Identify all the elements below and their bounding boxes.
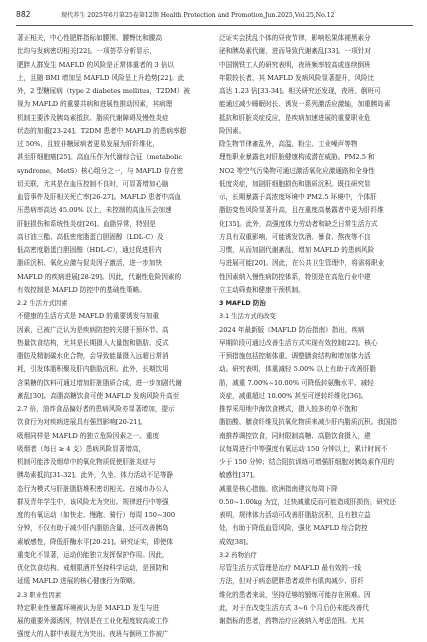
text-line: 机制主要涉及胰岛素抵抗、脂质代谢障碍及慢性炎症	[17, 113, 169, 122]
text-line: 推荐采用地中海饮食模式，摄入较多的单不饱和	[219, 405, 358, 413]
text-line: 方法，但对于病态肥胖患者或伴有肌肉减少、肝纤	[219, 577, 365, 586]
text-line: 展的重要外源诱因，特别是在工业化程度较高或工作	[17, 617, 169, 625]
text-line: NO2 等空气污染物可通过激活氧化应激通路和全身性	[219, 166, 375, 175]
text-line: 泌和胰岛素代谢，进而导致代谢紊乱[33]。一项针对	[219, 47, 372, 56]
text-line: 机制可能涉及烟草中的氧化物质促使肝脏炎症与	[17, 458, 156, 466]
text-line: 脂肪酸、膳食纤维及抗氧化物质来减少肝内脂质沉积。我国指	[219, 418, 398, 427]
section-heading: 2.3 职业性因素	[17, 590, 62, 599]
text-line: 能通过减少睡眠时长、诱发一系列激活应激轴，加重胰岛素	[219, 100, 391, 109]
section-heading: 2.2 生活方式因素	[17, 299, 68, 307]
text-line: 强度大的人群中表现尤为突出。夜班与倒班工作被广	[17, 630, 169, 639]
text-line: 肥胖人群发生 MAFLD 的风险是正常体重者的 3 倍以	[17, 60, 175, 69]
text-line: 立主动筛查和健康干预机制。	[219, 285, 305, 294]
text-line: 态行为模式与肝脏脂肪堆积密切相关。在城市办公人	[17, 484, 169, 493]
text-line: 性因素纳入慢性病防控体系，特别是在高危行业中建	[219, 272, 371, 281]
right-column	[219, 32, 411, 628]
text-line: 维化的患者来说，坚持足够的锻炼可能存在困难。因	[219, 590, 371, 599]
text-line: 度的有氧运动（如快走、慢跑、骑行）每周 150~300	[17, 511, 176, 519]
text-line: 紊乱[30]。高脂高糖饮食可使 MAFLD 发病风险升高至	[17, 391, 180, 400]
text-line: 动。研究表明，体重减轻 5.00% 以上有助于改善肝脂	[219, 365, 377, 374]
text-line: 分钟，不仅有助于减少肝内脂肪含量，还可改善胰岛	[17, 524, 169, 533]
text-line: 示，长期暴露于高浓度环境中 PM2.5 环境中，个体肝	[219, 193, 377, 201]
text-line: 低度炎症，加剧肝细胞损伤和脂质沉积。既往研究显	[219, 179, 371, 188]
text-line: 脂肪及精制碳水化合物，会导致能量摄入远超日常消	[17, 352, 169, 360]
text-line: 血管事件及肝相关死亡率[26-27]。MAFLD 患者中高血	[17, 193, 182, 201]
text-line: 干预措施包括控制体重、调整膳食结构和增加体力活	[219, 352, 371, 360]
text-line: 肝脏损伤和系统性炎症[26]。血脂异常，特别是	[17, 219, 156, 228]
text-line: 饮食行为对疾病进展具有强烈影响[20-21]。	[17, 418, 147, 427]
text-line: 炎症，减重超过 10.00% 甚至可逆转纤维化[36]。	[219, 391, 368, 400]
text-line: 优化饮食结构、戒烟限酒并坚持科学运动，是预防和	[17, 564, 169, 572]
text-line: 除生物节律紊乱外，高温、粉尘、工业噪声等物	[219, 140, 358, 148]
text-line: 敏感性[37]。	[219, 471, 259, 480]
text-line: 化[35]。此外，高强度体力劳动者和缺乏日常生活方式	[219, 219, 378, 228]
text-line: 有效控制是 MAFLD 防控中的基础性策略。	[17, 285, 146, 294]
section-heading: 3 MAFLD 防治	[219, 299, 266, 307]
text-line: 高达 1.23 倍[33-34]。相关研究还发现，夜班、倒班可	[219, 87, 381, 95]
text-line: MAFLD 的疾病进展[28-29]。因此，代谢性危险因素的	[17, 272, 182, 281]
text-line: 压患病率高达 45.00% 以上，未控制的高血压会加速	[17, 206, 172, 215]
text-line: 视为 MAFLD 的重要共病和进展性推动因素，其病理	[17, 100, 173, 109]
text-line: 状态的加重[23-24]。T2DM 患者中 MAFLD 的患病率超	[17, 126, 187, 135]
left-column	[17, 32, 209, 642]
text-line: 0.50~1.00kg 为宜，过快减重反而可能造成肝损伤，研究还	[219, 497, 397, 506]
text-line: 南推荐调控饮食，同时限制高糖、高脂饮食摄入，建	[219, 431, 371, 440]
text-line: 延缓 MAFLD 进展的核心健康行为策略。	[17, 577, 140, 586]
text-line: 含果糖的饮料可通过增加肝脏脂质合成，进一步加剧代谢	[17, 378, 182, 387]
text-line: 比均与发病密切相关[22]。一项荟萃分析显示，	[17, 47, 156, 56]
text-line: 处，有助于降低血管风险，强化 MAFLD 综合防控	[219, 524, 368, 533]
text-line: 耗，引发体脂积聚及肝内脂肪沉积。此外，长期饮用	[17, 365, 169, 374]
text-line: 尽管生活方式管理是治疗 MAFLD 最有效的一线	[219, 564, 362, 572]
text-line: 议每周进行中等强度有氧运动 150 分钟以上，累计时间不	[219, 444, 388, 453]
text-line: 肪，减重 7.00%~10.00% 可降低转氨酶水平、减轻	[219, 378, 374, 387]
text-line: 低高密度脂蛋白胆固醇（HDL-C），通过促进肝内	[17, 246, 162, 254]
text-line: 理性职业暴露也对肝脏健康构成潜在威胁。PM2.5 和	[219, 153, 375, 162]
text-line: 中国钢铁工人的研究表明，夜班频率较高或连续倒班	[219, 60, 371, 69]
running-header	[16, 7, 413, 26]
text-line: 因素，已被广泛认为是疾病防控的关键干预环节。高	[17, 325, 169, 334]
text-line: 脂质沉积、氧化应激与促炎因子激活，进一步加快	[17, 259, 163, 268]
text-line: 抵抗和肝脏炎症反应，是疾病加速进展的重要职业危	[219, 113, 371, 122]
journal-info: 现代养生 2025年6月第25卷第12期 Health Protection and Promotion,Jun.2025,Vol.25,No.12	[61, 12, 335, 19]
text-line: 外，2 型糖尿病（type 2 diabetes mellitus，T2DM）被	[17, 87, 190, 95]
section-heading: 3.1 生活方式的改变	[219, 312, 276, 321]
text-line: 著正相关，中心性肥胖指标如腰围、腰臀比和腰高	[17, 34, 163, 42]
text-line: 此，对于在改变生活方式 3~6 个月后仍未能改善代	[219, 603, 369, 612]
text-line: 特定职业性暴露环境被认为是 MAFLD 发生与进	[17, 603, 160, 612]
text-line: 过 50%，且较非糖尿病者更易发展为肝纤维化，	[17, 140, 160, 148]
text-line: 险因素。	[219, 126, 246, 135]
text-line: 谢指标的患者，药物治疗应被纳入考虑范围。尤其	[219, 617, 365, 625]
text-line: 与进展可能[20]。因此，在公共卫生管理中，将需将职业	[219, 259, 385, 268]
text-line: 习惯，从而加剧代谢紊乱，增加 MAFLD 的患病风险	[219, 246, 375, 254]
text-line: 表明，规律体力活动可改善肝脂肪沉积，且有独立益	[219, 511, 371, 519]
page-number: 882	[16, 10, 31, 19]
text-line: 素敏感性，降低肝酶水平[20-21]。研究证实，即使体	[17, 537, 174, 546]
text-line: 胰岛素抵抗[31-32]。此外，久坐、体力活动不足等静	[17, 471, 174, 480]
text-line: 方具有双重影响，可能诱发饮酒、暴食、熬夜等不良	[219, 232, 371, 241]
text-line: 年限较长者，其 MAFLD 发病风险显著提升，风险比	[219, 73, 375, 82]
text-line: 早期阶段可通过改善生活方式实现有效控制[22]。核心	[219, 338, 378, 347]
section-heading: 3.2 药物治疗	[219, 550, 257, 559]
text-line: 成效[38]。	[219, 537, 253, 546]
text-line: 2.7 倍，油炸食品偏好者的患病风险亦显著增加，提示	[17, 405, 175, 413]
text-line: 切关联，尤其是在血压控制不良时，可显著增加心脑	[17, 179, 169, 188]
text-line: 2024 年最新版《MAFLD 防治指南》指出，疾病	[219, 325, 365, 334]
text-line: 泛证实会扰乱个体的昼夜节律，影响松果体褪黑素分	[219, 34, 371, 42]
text-line: 甚至肝细胞癌[25]。高血压作为代谢综合征（metabolic	[17, 153, 183, 162]
text-line: 吸烟者（每日 ≥ 4 支）患病风险显著增高，	[17, 444, 146, 453]
text-line: 减重是核心措施。欧洲指南建议每周下降	[219, 484, 338, 493]
text-line: 脂肪变性风险显著升高，且在重度高暴露者中更为肝纤维	[219, 206, 384, 215]
text-line: 群及青年学生中，该风险尤为突出。规律进行中等强	[17, 497, 169, 506]
text-line: 高甘油三酯、高低密度脂蛋白胆固醇（LDL-C）及	[17, 232, 164, 241]
text-line: 重变化不显著，运动仍能独立发挥保护作用。因此，	[17, 550, 169, 559]
text-line: 少于 150 分钟；结合阻抗训练可增强肝细胞对胰岛素作用的	[219, 458, 395, 466]
text-line: syndrome，MetS）核心组分之一，与 MAFLD 存在密	[17, 166, 184, 175]
text-line: 热量饮食结构，尤其是长期摄入大量饱和脂肪、反式	[17, 338, 169, 347]
text-line: 吸烟同样是 MAFLD 的独立危险因素之一。重度	[17, 431, 160, 440]
text-line: 上，且随 BMI 增加呈 MAFLD 风险呈上升趋势[22]。此	[17, 73, 185, 82]
text-line: 不健康的生活方式是 MAFLD 的重要诱发与加重	[17, 312, 160, 321]
